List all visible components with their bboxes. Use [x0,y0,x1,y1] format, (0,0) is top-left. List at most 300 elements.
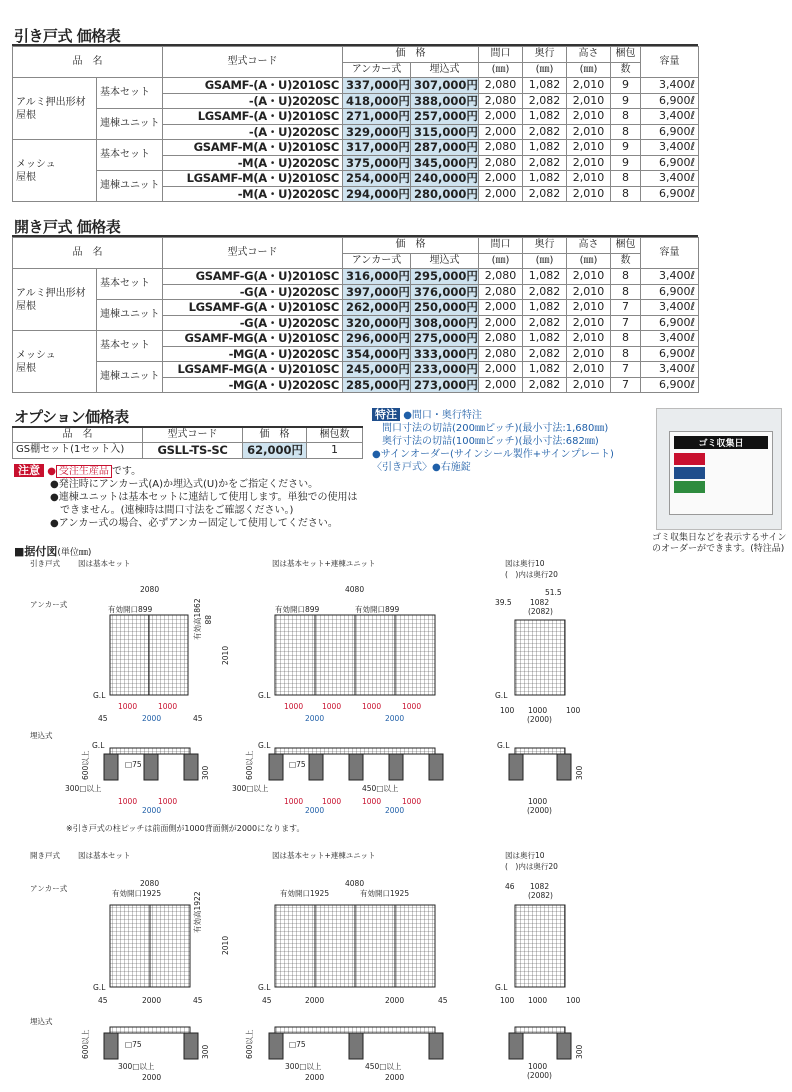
sliding-width: 2,000 [479,124,523,140]
hinged-depth: 2,082 [523,346,567,362]
table-row [13,269,699,285]
dim-eff899-b: 有効開口899 [275,605,320,614]
opt-h-price: 価 格 [243,427,307,443]
dim-100-d: 100 [566,996,581,1005]
dim-gl-a: G.L [93,691,106,700]
sliding-anchor-price: 418,000円 [343,93,411,109]
dim-2000-j: 2000 [142,1073,162,1082]
dim-sq75-a: □75 [125,760,142,769]
hinged-h-wu: (㎜) [479,253,523,269]
hinged-height: 2,010 [567,362,611,378]
dim-2010-b: 2010 [221,935,230,955]
sliding-h-buried: 埋込式 [411,62,479,78]
dim-2000p-b: (2000) [527,806,552,815]
dim-395: 39.5 [495,598,512,607]
dim-1000-c: 1000 [284,702,304,711]
dim-2000-a: 2000 [142,714,162,723]
sliding-code: -M(A・U)2020SC [163,155,343,171]
hinged-height: 2,010 [567,346,611,362]
dim-45-c: 45 [98,996,108,1005]
hinged-capacity: 6,900ℓ [641,346,699,362]
dim-600-b: 600以上 [245,750,254,780]
dim-450ok-a: 450□以上 [362,784,399,793]
sliding-buried-price: 287,000円 [411,140,479,156]
sliding-code: -(A・U)2020SC [163,124,343,140]
hinged-height: 2,010 [567,284,611,300]
dim-1000-d: 1000 [322,702,342,711]
sliding-pack: 8 [611,171,641,187]
sliding-price-table [12,46,699,202]
dia-sliding-label: 引き戸式 [30,559,60,568]
dim-45-a: 45 [98,714,108,723]
hinged-code: -MG(A・U)2020SC [163,377,343,393]
sliding-capacity: 3,400ℓ [641,171,699,187]
sliding-h-wu: (㎜) [479,62,523,78]
hinged-capacity: 3,400ℓ [641,331,699,347]
diagram-title-text: ■据付図 [14,545,58,558]
table-row [13,78,699,94]
dim-gl-i: G.L [495,983,508,992]
sliding-sub-6: 連棟ユニット [97,171,163,202]
hinged-h-pack: 梱包 [611,238,641,254]
dim-100-c: 100 [500,996,515,1005]
dim-1000-p: 1000 [528,1062,548,1071]
hinged-depth: 1,082 [523,331,567,347]
hinged-capacity: 3,400ℓ [641,362,699,378]
hinged-width: 2,000 [479,377,523,393]
dim-2000p-a: (2000) [527,715,552,724]
hinged-anchor-price: 397,000円 [343,284,411,300]
sliding-code: GSAMF-(A・U)2010SC [163,78,343,94]
hinged-code: LGSAMF-G(A・U)2010SC [163,300,343,316]
hinged-code: -G(A・U)2020SC [163,284,343,300]
sliding-capacity: 6,900ℓ [641,124,699,140]
hinged-width: 2,080 [479,346,523,362]
hinged-buried-price: 275,000円 [411,331,479,347]
dim-1000-g: 1000 [528,706,548,715]
hinged-h-width: 間口 [479,238,523,254]
notes-line1-tail: です。 [111,466,142,477]
sliding-buried-price: 345,000円 [411,155,479,171]
dim-300-a: 300 [201,765,210,780]
hinged-depth: 2,082 [523,284,567,300]
dim-300ok-b: 300□以上 [232,784,269,793]
sliding-group-1: メッシュ 屋根 [13,140,97,202]
sliding-h-pack2: 数 [611,62,641,78]
hinged-capacity: 6,900ℓ [641,315,699,331]
dim-300ok-d: 300□以上 [285,1062,322,1071]
dia-depth1: 図は奥行10 [505,559,545,568]
hinged-anchor-price: 320,000円 [343,315,411,331]
sliding-capacity: 6,900ℓ [641,93,699,109]
sliding-depth: 1,082 [523,78,567,94]
sliding-sub-0: 基本セット [97,78,163,109]
dia-buried-1: 埋込式 [30,731,53,740]
dim-46: 46 [505,882,515,891]
sliding-depth: 1,082 [523,171,567,187]
sliding-pack: 9 [611,140,641,156]
sliding-h-code: 型式コード [163,47,343,78]
hinged-h-depth: 奥行 [523,238,567,254]
sliding-pack: 9 [611,78,641,94]
hinged-buried-price: 273,000円 [411,377,479,393]
sign-blue-block [674,467,705,479]
dim-2000-k: 2000 [305,1073,325,1082]
dim-2000-e: 2000 [305,806,325,815]
hinged-width: 2,080 [479,269,523,285]
dim-sq75-b: □75 [289,760,306,769]
dim-eff899-a: 有効開口899 [108,605,153,614]
sliding-anchor-price: 329,000円 [343,124,411,140]
hinged-buried-price: 308,000円 [411,315,479,331]
opt-price: 62,000円 [243,443,307,459]
hinged-width: 2,000 [479,300,523,316]
hinged-height: 2,010 [567,269,611,285]
special-l3: 奥行寸法の切詰(100㎜ピッチ)(最小寸法:682㎜) [372,436,599,447]
sliding-height: 2,010 [567,171,611,187]
hinged-anchor-price: 262,000円 [343,300,411,316]
hinged-buried-price: 250,000円 [411,300,479,316]
hinged-height: 2,010 [567,315,611,331]
hinged-group-0: アルミ押出形材 屋根 [13,269,97,331]
hinged-h-anchor: アンカー式 [343,253,411,269]
sliding-side [515,620,565,695]
dim-100-a: 100 [500,706,515,715]
hinged-code: GSAMF-MG(A・U)2010SC [163,331,343,347]
hinged-depth: 1,082 [523,300,567,316]
dim-600-a: 600以上 [81,750,90,780]
dim-gl-d: G.L [92,741,105,750]
dim-2000-h: 2000 [305,996,325,1005]
sliding-buried-price: 307,000円 [411,78,479,94]
sliding-group-0: アルミ押出形材 屋根 [13,78,97,140]
dim-600-c: 600以上 [81,1029,90,1059]
dim-450ok-b: 450□以上 [365,1062,402,1071]
sliding-pack: 8 [611,124,641,140]
sliding-pack: 8 [611,186,641,202]
hinged-buried-price: 333,000円 [411,346,479,362]
dim-1000-l: 1000 [362,797,382,806]
photo-caption-1: ゴミ収集日などを表示するサイン [652,533,787,543]
dim-gl-g: G.L [93,983,106,992]
sliding-code: LGSAMF-(A・U)2010SC [163,109,343,125]
table-row [13,331,699,347]
hinged-anchor-price: 245,000円 [343,362,411,378]
dim-300ok-c: 300□以上 [118,1062,155,1071]
dim-1000-n: 1000 [528,797,548,806]
sliding-height: 2,010 [567,124,611,140]
sliding-capacity: 6,900ℓ [641,186,699,202]
opt-h-code: 型式コード [143,427,243,443]
sliding-anchor-price: 375,000円 [343,155,411,171]
dim-300-b: 300 [575,765,584,780]
dim-sq75-d: □75 [289,1040,306,1049]
notes-block [14,464,394,530]
sliding-h-height: 高さ [567,47,611,63]
dim-eff1925-b: 有効開口1925 [280,889,330,898]
opt-pack: 1 [307,443,363,459]
dim-2010-a: 2010 [221,645,230,665]
notes-line2: ●発注時にアンカー式(A)か埋込式(U)かをご指定ください。 [50,479,319,490]
dim-2080-b: 2080 [140,879,160,888]
table-row [13,140,699,156]
dim-1000-j: 1000 [284,797,304,806]
hinged-sub-0: 基本セット [97,269,163,300]
hinged-code: GSAMF-G(A・U)2010SC [163,269,343,285]
sliding-h-cap: 容量 [641,47,699,78]
dim-eff1925-a: 有効開口1925 [112,889,162,898]
photo-caption [652,533,788,555]
sliding-h-hu: (㎜) [567,62,611,78]
sliding-width: 2,080 [479,78,523,94]
hinged-anchor-price: 296,000円 [343,331,411,347]
sliding-height: 2,010 [567,109,611,125]
sliding-depth: 1,082 [523,109,567,125]
sliding-buried-price: 257,000円 [411,109,479,125]
sliding-capacity: 6,900ℓ [641,155,699,171]
sliding-buried-price: 388,000円 [411,93,479,109]
dim-gl-h: G.L [258,983,271,992]
sliding-anchor-price: 317,000円 [343,140,411,156]
hinged-capacity: 3,400ℓ [641,300,699,316]
dim-300ok-a: 300□以上 [65,784,102,793]
dim-gl-e: G.L [258,741,271,750]
sliding-depth: 2,082 [523,124,567,140]
sign-red-block [674,453,705,465]
hinged-buried-price: 233,000円 [411,362,479,378]
hinged-title: 開き戸式 価格表 [14,218,121,236]
hinged-capacity: 6,900ℓ [641,284,699,300]
hinged-pack: 8 [611,346,641,362]
hinged-width: 2,000 [479,362,523,378]
sliding-depth: 2,082 [523,186,567,202]
dim-2000-i: 2000 [385,996,405,1005]
hinged-anchor-price: 354,000円 [343,346,411,362]
sliding-height: 2,010 [567,155,611,171]
hinged-pack: 7 [611,300,641,316]
hinged-buried-price: 376,000円 [411,284,479,300]
sliding-pack: 9 [611,155,641,171]
dim-1000-i: 1000 [158,797,178,806]
hinged-pack: 7 [611,362,641,378]
sliding-width: 2,000 [479,186,523,202]
hinged-width: 2,080 [479,331,523,347]
hinged-price-table [12,237,699,393]
dim-88-a: 88 [203,615,212,625]
hinged-height: 2,010 [567,331,611,347]
sliding-code: LGSAMF-M(A・U)2010SC [163,171,343,187]
notes-line4: できません。(連棟時は間口寸法をご確認ください。) [50,505,294,516]
dim-45-d: 45 [193,996,203,1005]
sign-plate [669,431,773,515]
hinged-pack: 8 [611,331,641,347]
hinged-width: 2,080 [479,284,523,300]
sliding-height: 2,010 [567,186,611,202]
hinged-anchor-price: 316,000円 [343,269,411,285]
sliding-width: 2,000 [479,171,523,187]
dia-depth2: ( )内は奥行20 [505,570,558,579]
dia-hinged-plus: 図は基本セット+連棟ユニット [272,851,376,860]
opt-h-pack: 梱包数 [307,427,363,443]
hinged-h-item: 品 名 [13,238,163,269]
footing-a [104,754,118,780]
hinged-h-buried: 埋込式 [411,253,479,269]
hinged-depth: 2,082 [523,315,567,331]
opt-h-item: 品 名 [13,427,143,443]
sliding-depth: 2,082 [523,93,567,109]
hinged-depth: 1,082 [523,362,567,378]
sliding-pack: 8 [611,109,641,125]
hinged-side [515,905,565,987]
special-l1: ●間口・奥行特注 [403,410,482,421]
dia-hinged-basic: 図は基本セット [78,851,131,860]
dia-sliding-plus: 図は基本セット+連棟ユニット [272,559,376,568]
dim-gl-c: G.L [495,691,508,700]
dim-45-e: 45 [262,996,272,1005]
notes-line3: ●連棟ユニットは基本セットに連結して使用します。単独での使用は [50,492,358,503]
sliding-height: 2,010 [567,78,611,94]
dim-1082-b: 1082 [530,882,550,891]
dim-515: 51.5 [545,588,562,597]
sliding-depth: 2,082 [523,155,567,171]
sliding-capacity: 3,400ℓ [641,109,699,125]
dim-1082-a: 1082 [530,598,550,607]
hinged-h-height: 高さ [567,238,611,254]
sliding-h-width: 間口 [479,47,523,63]
special-l5: 〈引き戸式〉●右施錠 [372,462,471,473]
hinged-capacity: 3,400ℓ [641,269,699,285]
diagram-unit: (単位㎜) [57,548,92,558]
sliding-buried-price: 240,000円 [411,171,479,187]
hinged-pack: 7 [611,315,641,331]
dia-buried-2: 埋込式 [30,1017,53,1026]
hinged-h-cap: 容量 [641,238,699,269]
dia-anchor-2: アンカー式 [30,884,68,893]
sliding-buried-price: 315,000円 [411,124,479,140]
dia-depth1-b: 図は奥行10 [505,851,545,860]
opt-item: GS棚セット(1セット入) [13,443,143,459]
made-to-order-label: 受注生産品 [56,465,112,478]
dim-2000-b: 2000 [305,714,325,723]
sliding-h-price: 価 格 [343,47,479,63]
notes-line5: ●アンカー式の場合、必ずアンカー固定して使用してください。 [50,518,338,529]
hinged-pack: 8 [611,269,641,285]
special-l2: 間口寸法の切詰(200㎜ピッチ)(最小寸法:1,680㎜) [372,423,609,434]
dia-anchor-1: アンカー式 [30,600,68,609]
special-badge: 特注 [372,408,400,421]
sliding-anchor-price: 254,000円 [343,171,411,187]
dim-45-f: 45 [438,996,448,1005]
sliding-capacity: 3,400ℓ [641,78,699,94]
special-l4: ●サインオーダー(サインシール製作+サインプレート) [372,449,614,460]
dim-45-b: 45 [193,714,203,723]
hinged-pack: 8 [611,284,641,300]
dim-1922-a: 有効高1922 [193,891,202,933]
hinged-sub-4: 基本セット [97,331,163,362]
hinged-height: 2,010 [567,300,611,316]
hinged-width: 2,000 [479,315,523,331]
dim-1000-o: 1000 [528,996,548,1005]
sliding-width: 2,000 [479,109,523,125]
hinged-h-du: (㎜) [523,253,567,269]
dim-gl-f: G.L [497,741,510,750]
dim-300-c: 300 [201,1044,210,1059]
dim-1000-m: 1000 [402,797,422,806]
installation-diagrams [0,555,792,1092]
hinged-height: 2,010 [567,377,611,393]
dim-2000-f: 2000 [385,806,405,815]
sign-green-block [674,481,705,493]
opt-code: GSLL-TS-SC [143,443,243,459]
dim-1000-f: 1000 [402,702,422,711]
dia-hinged-label: 開き戸式 [30,851,60,860]
hinged-h-code: 型式コード [163,238,343,269]
dim-2000-c: 2000 [385,714,405,723]
hinged-pack: 7 [611,377,641,393]
sliding-anchor-price: 337,000円 [343,78,411,94]
sliding-height: 2,010 [567,93,611,109]
table-row [13,171,699,187]
dim-4080-a: 4080 [345,585,365,594]
dim-4080-b: 4080 [345,879,365,888]
dim-1000-a: 1000 [118,702,138,711]
hinged-depth: 2,082 [523,377,567,393]
dim-1000-h: 1000 [118,797,138,806]
hinged-anchor-price: 285,000円 [343,377,411,393]
dim-100-b: 100 [566,706,581,715]
hinged-h-price: 価 格 [343,238,479,254]
sliding-code: -M(A・U)2020SC [163,186,343,202]
hinged-code: -G(A・U)2020SC [163,315,343,331]
dim-eff899-c: 有効開口899 [355,605,400,614]
sliding-code: -(A・U)2020SC [163,93,343,109]
dim-1000-b: 1000 [158,702,178,711]
sliding-height: 2,010 [567,140,611,156]
hinged-sub-2: 連棟ユニット [97,300,163,331]
dim-2082-a: (2082) [528,607,553,616]
hinged-code: -MG(A・U)2020SC [163,346,343,362]
hinged-h-pack2: 数 [611,253,641,269]
table-row [13,362,699,378]
sliding-code: GSAMF-M(A・U)2010SC [163,140,343,156]
notes-bullet: ● [47,466,56,477]
sliding-h-item: 品 名 [13,47,163,78]
dim-300-d: 300 [575,1044,584,1059]
hinged-capacity: 6,900ℓ [641,377,699,393]
dim-2000-g: 2000 [142,996,162,1005]
sliding-h-anchor: アンカー式 [343,62,411,78]
dim-gl-b: G.L [258,691,271,700]
sliding-sub-4: 基本セット [97,140,163,171]
pitch-note: ※引き戸式の柱ピッチは前面側が1000背面側が2000になります。 [66,824,305,833]
sign-photo [656,408,782,530]
table-row [13,300,699,316]
dim-1000-e: 1000 [362,702,382,711]
special-block [372,408,652,474]
hinged-h-hu: (㎜) [567,253,611,269]
table-row [13,109,699,125]
hinged-group-1: メッシュ 屋根 [13,331,97,393]
dim-600-d: 600以上 [245,1029,254,1059]
dim-1000-k: 1000 [322,797,342,806]
dim-2000-d: 2000 [142,806,162,815]
dim-eff1925-c: 有効開口1925 [360,889,410,898]
hinged-sub-6: 連棟ユニット [97,362,163,393]
sliding-buried-price: 280,000円 [411,186,479,202]
sliding-sub-2: 連棟ユニット [97,109,163,140]
dim-2000-l: 2000 [385,1073,405,1082]
dim-sq75-c: □75 [125,1040,142,1049]
